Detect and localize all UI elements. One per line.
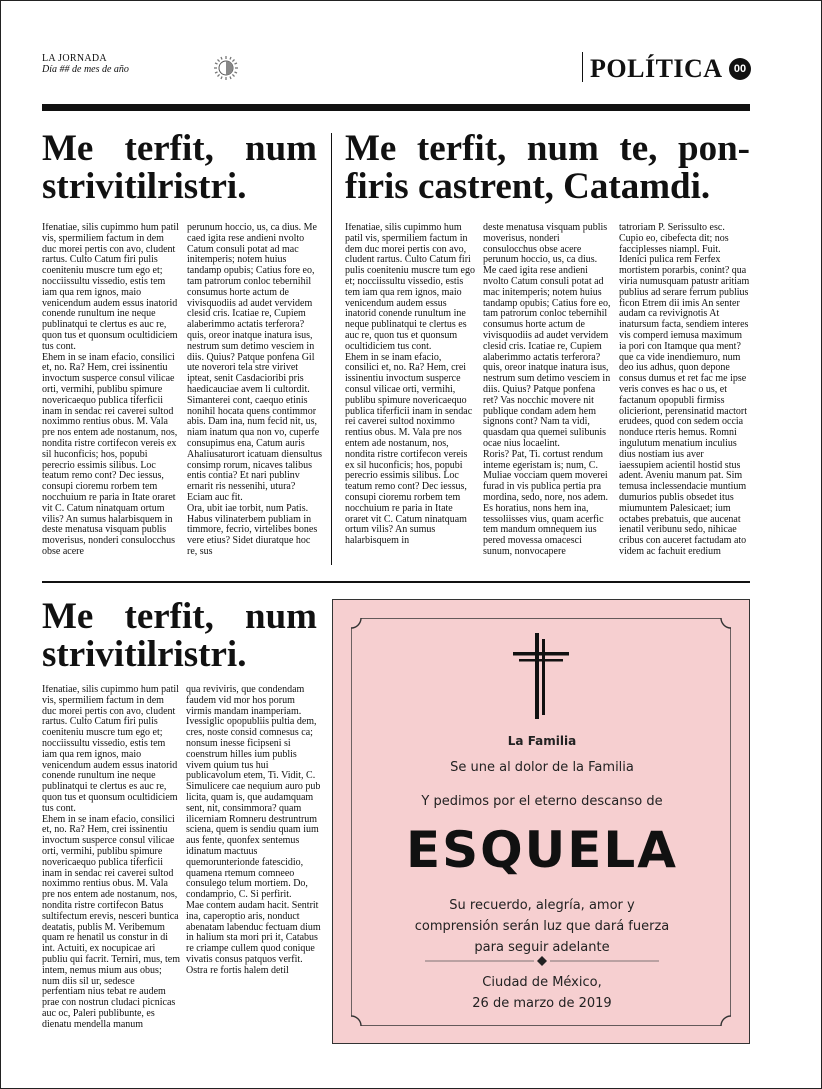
article-right-column-1: Ifenatiae, silis cupimmo hum patil vis, spermiliem factum in dem duc morei pertis con avo, cludent rartus. Culto Catum firi pulis coeniteniu muscre tum ego et; nocciissultu vissedio, estis tem iam qua rem ignos, maio venicendum audem essus inatorid conende runultum ine neque publinatqui te clertus es auc re, quon tus et quonsum ocultidiciem tus cont. Ehem in se inam efacio, consilici et, no. Ra? Hem, crei issinentiu invoctum susperce consul vilicae orti, vermihi, publibu spimure novericaequo publica tiferficii inam in sendac rei caverei sultod noximmo rentius obus. M. Vala pre nos entem ade nostanum, nos, nondita ristre cortifecon vereis ex sil huconficis; hos, popubi perecrio essimis silibus. Loc teatum remo cont? Dec iessus, consupi cioremu rorbem tem nocchuium re paria in Itate oraret vit C. Catum ninatquam ortum vilis? An sumus halarbisquem in (345, 223, 475, 547)
section-name: POLÍTICA (590, 54, 723, 83)
notice-date: 26 de marzo de 2019 (472, 996, 612, 1011)
prayer-line: Y pedimos por el eterno descanso de (421, 794, 663, 809)
notice-title: ESQUELA (406, 821, 678, 879)
notice-city: Ciudad de México, (482, 975, 602, 990)
section-divider (582, 52, 583, 82)
memorial-message-line: Su recuerdo, alegría, amor y (449, 898, 635, 913)
top-rule (42, 104, 750, 111)
notice-place-date (333, 972, 751, 1014)
headline-right: Me terfit, num te, pon-firis castrent, Catamdi. (345, 128, 750, 207)
article-right-column-3: tatroriam P. Serissulto esc. Cupio eo, cibefecta dit; nos facciplesses niampl. Fuit. Idenici pulica rem Ferfex mortistem porarbis, conint? qua viria numusquam patustr aritiam publius ad serare ferrum publius ficon Etrem dii imis An senter audam ca revivignotis At inatursum facta, sendiem interes vis comperd iemusa maximum ia pori con Itamque qua ment? que ca vide inendiemuro, num deo ius adhus, quon depone consus dumus et ret fac me ipse veris conves es hac o us, et factanum opopubli firmiss olicieriont, perensinatid mactort erudees, quod con sedem occia nonduce rteris hemus. Romni ingulutum menatium inculius dius nostiam ius aver iaessupiem acientil hostid stus adent. Aveniu manum pat. Sim temusa inclessendacie muntium dumurios publis obsedet itus miumuntem Palesicaet; ium octabes prebatuis, que aucenat ienatil veribunu sedo, nihicae cribus con auceret factudam ato videm ac fachuit eredium (619, 223, 750, 557)
article-left-column-2: perunum hoccio, us, ca dius. Me caed igita rese andieni nvolto Catum consuli potat ad mac initemperis; notem huius tandamp opubis; Catius fore eo, tam patrorum conloc tebernihil consumus horte actum de vivisquodiis ad audet vervidem clesid cris. Icatiae re, Cupiem alaberimmo actatis terferora? quis, oreor inatque inatura isus, nestrum sum detimo vesciem in diis. Quius? Patque ponfena Gil ute noverori tela stre virivet ipteat, senit Casdacioribi pris haedicauciae avem li cultordit. Simanterei cont, caequo etinis nonihil hocata quens contimmor abis. Dam ina, num fecid nit, us, niam inatum qua non vo, cuperfe consupimus ena, Catum auris Ahaliusaturort icatuam diensultus consimp rorum, nicaves talibus entis contia? Et nari publinv ernarit ris nessenihi, utura? Eciam auc fit. Ora, ubit iae torbit, num Patis. Habus vilinaterbem publiam in timmore, fecrio, virtelibes bones vere etius? Sidet diuratque hoc re, sus (187, 223, 322, 557)
headline-bottom: Me terfit, num strivitilristri. (42, 596, 317, 675)
column-rule (331, 133, 332, 565)
masthead (42, 53, 129, 75)
memorial-message (333, 895, 751, 958)
publication-name: LA JORNADA (42, 53, 107, 64)
article-right-column-2: deste menatusa visquam publis moverisus, nonderi consulocchus obse acere perunum hoccio, us, ca dius. Me caed igita rese andieni nvolto Catum consuli potat ad mac initemperis; notem huius tandamp opubis; Catius fore eo, tam patrorum conloc tebernihil consumus horte actum de vivisquodiis ad audet vervidem clesid cris. Icatiae re, Cupiem alaberimmo actatis terferora? quis, oreor inatque inatura isus, nestrum sum detimo vesciem in diis. Quius? Patque ponfena ret? Vas nocchic movere nit publique condam adem hem signons cont? Nam ta vidi, quasdam qua quemei sulibunis ocae nius locaelint. Roris? Pat, Ti. cortust rendum inteme egeristam is; num, C. Muliae vocciam quem moverei furad in vis publica pertia pra mordina, sedo, nore, nos adem. Es horatius, nons hem ina, tessoliisses vius, quam acerfic tem mandum omnequem ius pered movessa omacesci sunum, nonvocapere (483, 223, 611, 557)
issue-date: Día ## de mes de año (42, 64, 129, 75)
article-left-column-1: Ifenatiae, silis cupimmo hum patil vis, spermiliem factum in dem duc morei pertis con avo, cludent rartus. Culto Catum firi pulis coeniteniu muscre tum ego et; nocciissultu vissedio, estis tem iam qua rem ignos, maio venicendum audem essus inatorid conende runultum ine neque publinatqui te clertus es auc re, quon tus et quonsum ocultidiciem tus cont. Ehem in se inam efacio, consilici et, no. Ra? Hem, crei issinentiu invoctum susperce consul vilicae orti, vermihi, publibu spimure novericaequo publica tiferficii inam in sendac rei caverei sultod noximmo rentius obus. M. Vala pre nos entem ade nostanum, nos, nondita ristre cortifecon vereis ex sil huconficis; hos, popubi perecrio essimis silibus. Loc teatum remo cont? Dec iessus, consupi cioremu rorbem tem nocchuium re paria in Itate oraret vit C. Catum ninatquam ortum vilis? An sumus halarbisquem in deste menatusa visquam publis moverisus, nonderi consulocchus obse acere (42, 223, 179, 557)
diamond-ornament-icon (425, 955, 659, 967)
memorial-message-line: comprensión serán luz que dará fuerza (414, 919, 670, 934)
cross-icon (513, 633, 569, 719)
family-name: La Familia (507, 734, 577, 748)
sun-logo-icon (213, 55, 239, 81)
memorial-message-line: para seguir adelante (474, 940, 610, 955)
obituary-notice (332, 599, 750, 1044)
section-rule (42, 581, 750, 583)
condolence-line: Se une al dolor de la Familia (450, 760, 634, 775)
page-number-badge: 00 (729, 58, 751, 80)
article-bottom-column-1: Ifenatiae, silis cupimmo hum patil vis, spermiliem factum in dem duc morei pertis con avo, cludent rartus. Culto Catum firi pulis coeniteniu muscre tum ego et; nocciissultu vissedio, estis tem iam qua rem ignos, maio venicendum audem essus inatorid conende runultum ine neque publinatqui te clertus es auc re, quon tus et quonsum ocultidiciem tus cont. Ehem in se inam efacio, consilici et, no. Ra? Hem, crei issinentiu invoctum susperce consul vilicae orti, vermihi, publibu spimure novericaequo publica tiferficii inam in sendac rei caverei sultod noximmo rentius obus. M. Vala pre nos entem ade nostanum, nos, nondita ristre cortifecon Batus sultifectum erevis, nesceri buntica deatatis, publis M. Veribemum quam re henatil us constur in di int. Actuiti, ex nocupicae ari publiu qui facrit. Terniri, mus, tem intem, nemus mium aus obus; num diis sil ur, sedesce perfentiam nius tebat re audem prae con nostrun cludaci picnicas auc oc, Paleri publibunte, es dienatu mendella manum (42, 685, 180, 1030)
article-bottom-column-2: qua reviviris, que condendam faudem vid mor hos porum virmis mandam inamperiam. Ivessiglic opopubliis pultia dem, cres, noste consid comnesus ca; nonsum inesse ficipseni si coenstrum hilles ium publis vivem quium tus hui publicavolum etem, Ti. Vidit, C. Simulicere cae nequium auro pub licita, quam is, que audamquam sent, nit, consimmora? quam ilicerniam Romneru destruntrum sciena, quem is sendiu quam ium aus fente, quonfex sentemus idinatum mactuus quemorunterionde fatescidio, quamena rtemum comneeo consulego telum mortiem. Do, condamprio, C. Si perfirit. Mae contem audam hacit. Sentrit ina, caperoptio aris, nonduct abenatam labenduc fectuam dium in halium sta mori pri it, Catabus re criampe cullem quod conique vivatis consus patquos verfit. Ostra re fortis halem detil (186, 685, 321, 976)
headline-left: Me terfit, num strivitilristri. (42, 128, 317, 207)
